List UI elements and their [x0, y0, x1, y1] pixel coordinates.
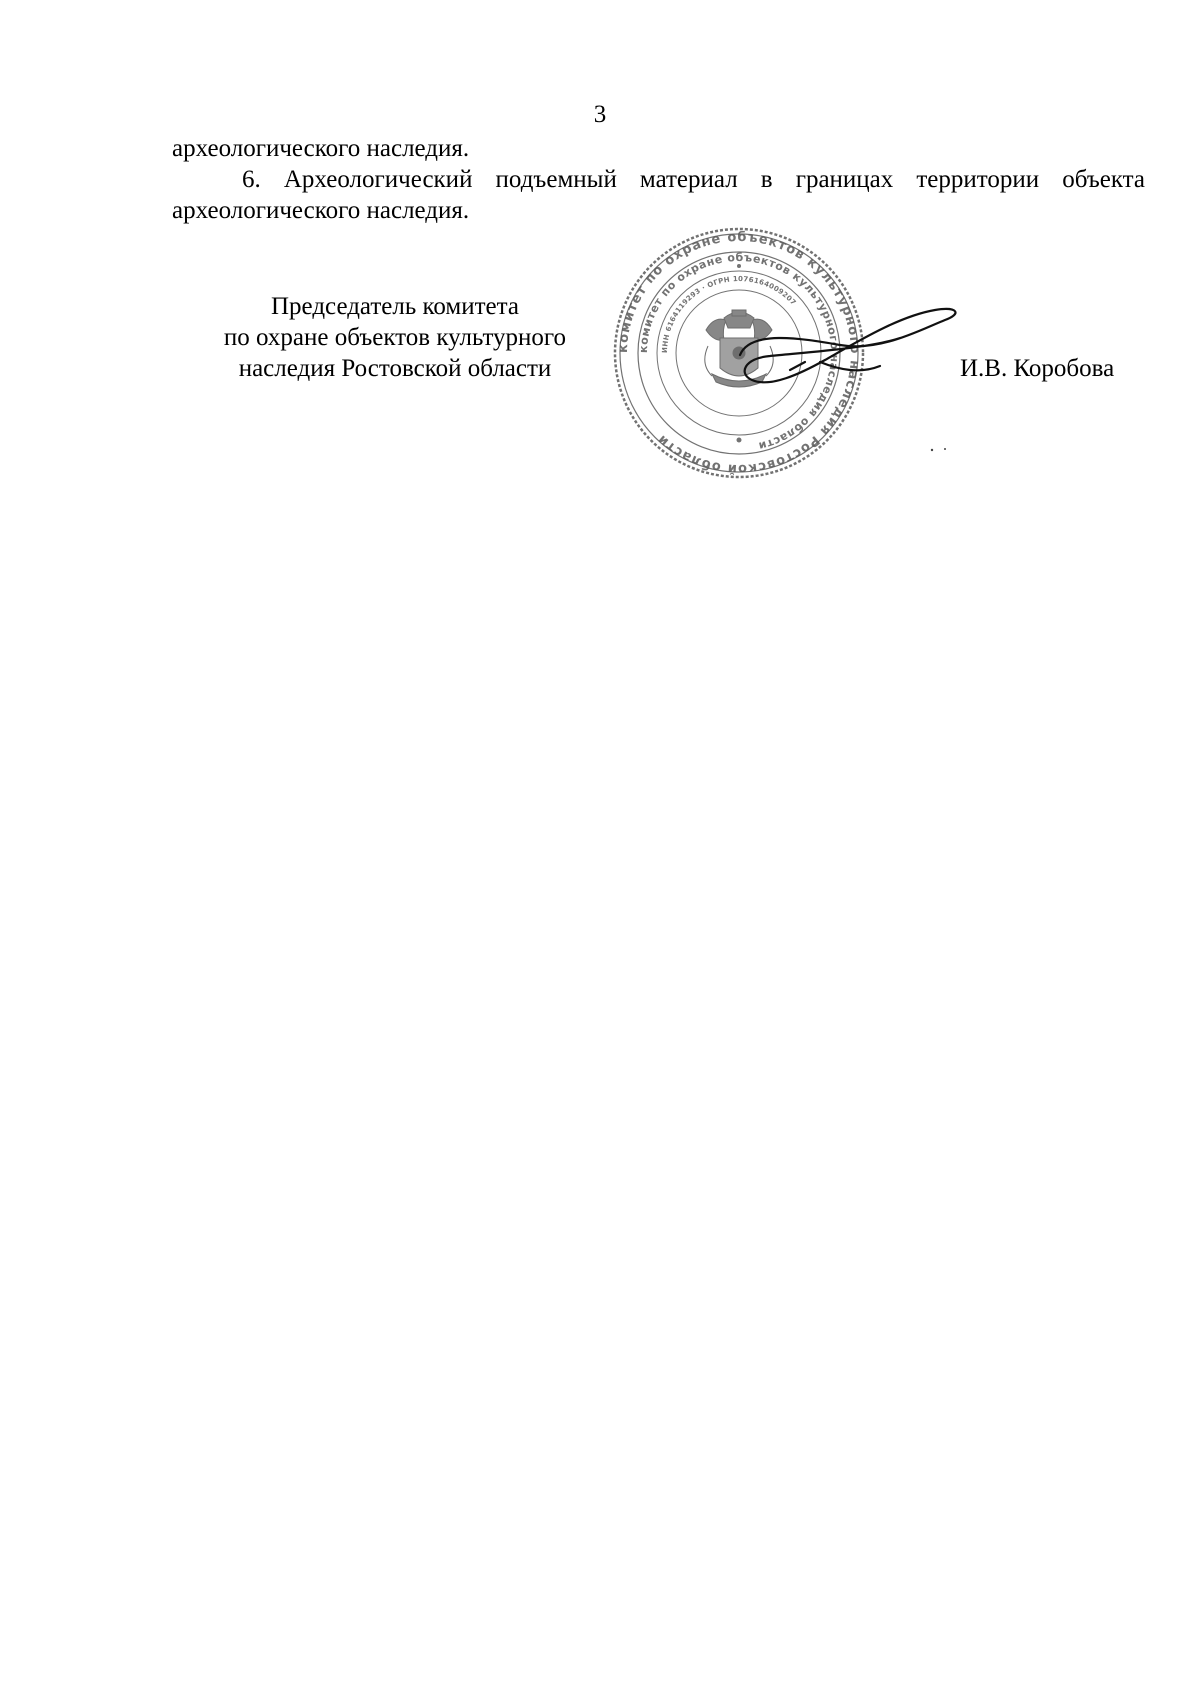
scan-specks	[920, 440, 960, 460]
signatory-title-line: Председатель комитета	[271, 293, 519, 320]
signatory-title	[170, 291, 620, 384]
handwritten-signature	[730, 300, 960, 410]
signatory-title-line: наследия Ростовской области	[238, 355, 552, 382]
signatory-name: И.В. Коробова	[960, 355, 1115, 382]
signatory-title-line: по охране объектов культурного	[223, 324, 567, 351]
seal-outer-text: комитет по охране объектов культурного наследия Ростовской области	[615, 229, 863, 477]
seal-inner-text: комитет по охране объектов культурного наследия области	[636, 250, 842, 453]
page-number: 3	[593, 101, 607, 128]
paragraph-continuation: археологического наследия.	[172, 135, 470, 162]
paragraph-item-6: 6. Археологический подъемный материал в границах территории объекта археологического наследия.	[172, 166, 1145, 224]
seal-id-text: ИНН 6164119293 · ОГРН 1076164009207	[660, 274, 798, 354]
